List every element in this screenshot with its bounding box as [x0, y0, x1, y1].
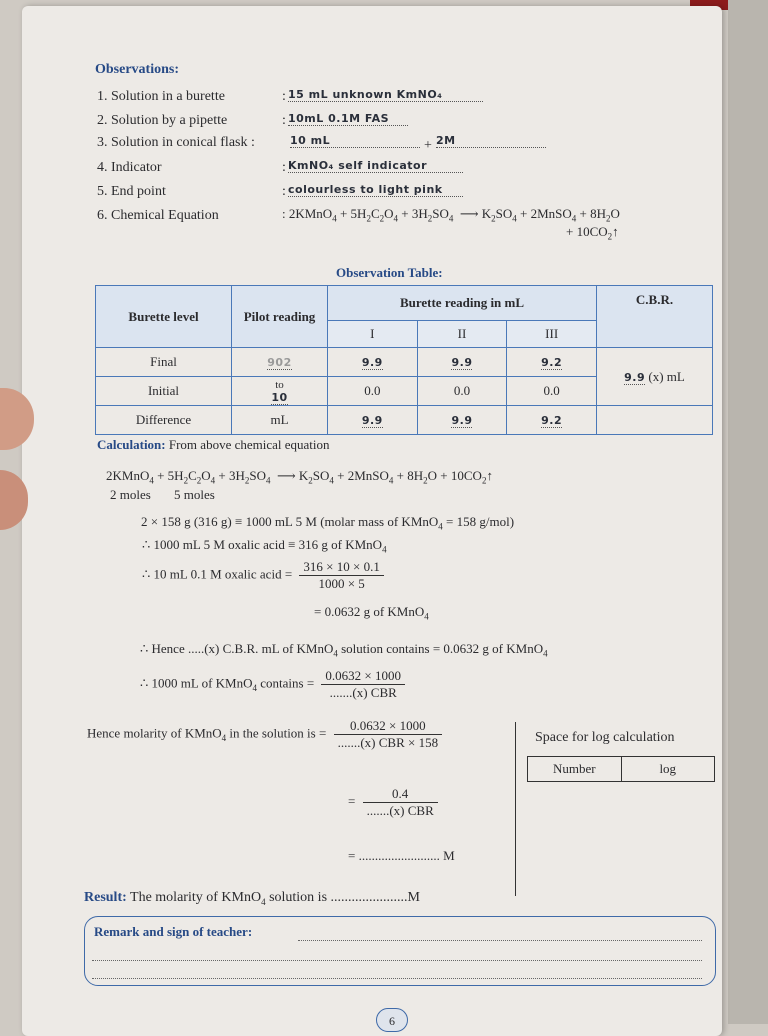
initial-2: 0.0	[417, 377, 507, 406]
calc-equation: 2KMnO$_4$ + $5H_2C_2O_4 + 3H_2SO_4$ ⟶ $K_2SO_4$ + 2MnSO$_4$ + $8H_2O$ + $10CO_2↑$	[106, 468, 493, 486]
fraction-3	[334, 718, 443, 751]
obs-label-1: 1. Solution in a burette	[97, 89, 225, 104]
remark-label: Remark and sign of teacher:	[94, 924, 253, 939]
frac2-den: .......(x) CBR	[329, 685, 397, 700]
trial-1: I	[328, 321, 418, 348]
initial-3: 0.0	[507, 377, 597, 406]
diff-3: 9.2	[541, 414, 563, 427]
calc-heading: Calculation:	[97, 437, 166, 452]
final-3: 9.2	[541, 356, 563, 369]
obs-value-3: 10 mL	[290, 134, 420, 148]
remark-line	[92, 978, 702, 979]
row-label: Final	[96, 348, 232, 377]
table-title: Observation Table:	[336, 265, 443, 280]
obs-value-2: 10mL 0.1M FAS	[288, 112, 408, 126]
result-label: Result:	[84, 890, 127, 905]
obs-value-4: KmNO₄ self indicator	[288, 159, 463, 173]
next-page-edge	[728, 0, 768, 1024]
calc-line-4: = 0.0632 g of KMnO	[314, 604, 425, 619]
calc-line-1-end: = 158 g/mol)	[442, 514, 515, 529]
obs-label-6: 6. Chemical Equation	[97, 208, 219, 223]
calc-line-7-b: in the solution is =	[226, 725, 327, 741]
calc-line-5-end: solution contains = 0.0632 g of KMnO	[337, 641, 544, 656]
cbr-value: 9.9	[624, 370, 646, 384]
fraction-4	[363, 786, 438, 819]
result-text: The molarity of KMnO	[130, 890, 262, 905]
obs-label-2: 2. Solution by a pipette	[97, 113, 228, 128]
row-label: Initial	[96, 377, 232, 406]
table-row	[96, 348, 713, 377]
obs-label-4: 4. Indicator	[97, 160, 162, 175]
frac3-num: 0.0632 × 1000	[334, 718, 443, 735]
obs-label-3: 3. Solution in conical flask :	[97, 135, 255, 150]
row-label: Difference	[96, 406, 232, 435]
calc-line-5: ∴ Hence .....(x) C.B.R. mL of KMnO	[140, 641, 334, 656]
page-number: 6	[376, 1008, 408, 1032]
remark-line	[298, 940, 702, 941]
frac1-den: 1000 × 5	[318, 576, 365, 591]
initial-1: 0.0	[328, 377, 418, 406]
remark-line	[92, 960, 702, 961]
result-text-b: solution is ......................M	[265, 890, 420, 905]
obs-value-5: colourless to light pink	[288, 183, 463, 197]
calc-line-6: ∴ 1000 mL of KMnO	[140, 675, 253, 691]
header-burette: Burette reading in mL	[328, 286, 597, 321]
final-2: 9.9	[451, 356, 473, 369]
frac2-num: 0.0632 × 1000	[321, 668, 405, 685]
fraction-1	[299, 559, 383, 592]
divider	[515, 722, 516, 896]
trial-2: II	[417, 321, 507, 348]
pilot-initial: 10	[271, 390, 288, 404]
calc-line-8: = ......................... M	[348, 848, 455, 863]
table-row	[96, 406, 713, 435]
header-pilot: Pilot reading	[232, 286, 328, 348]
frac1-num: 316 × 10 × 0.1	[299, 559, 383, 576]
pilot-diff: mL	[232, 406, 328, 435]
calc-line-2: ∴ 1000 mL 5 M oxalic acid ≡ 316 g of KMnO	[142, 537, 383, 552]
cbr-unit: (x) mL	[648, 368, 685, 384]
chemical-equation-cont: + $10CO_2↑$	[566, 224, 619, 242]
moles-b: 5 moles	[174, 487, 215, 502]
moles-a: 2 moles	[110, 487, 151, 502]
final-1: 9.9	[361, 356, 383, 369]
chemical-equation: : 2KMnO$_4$ + $5H_2C_2O_4 + 3H_2SO_4$ ⟶ $K_2SO_4$ + 2MnSO$_4$ + $8H_2O$	[282, 206, 620, 224]
frac3-den: .......(x) CBR × 158	[337, 735, 439, 750]
calc-line-3: ∴ 10 mL 0.1 M oxalic acid =	[142, 566, 293, 582]
fraction-2	[321, 668, 405, 701]
calc-intro: From above chemical equation	[168, 437, 330, 452]
calc-line-7: Hence molarity of KMnO	[87, 725, 222, 741]
header-cbr: C.B.R.	[597, 286, 713, 348]
pilot-final: 902	[267, 356, 292, 369]
observation-table	[95, 285, 713, 435]
obs-value-1: 15 mL unknown KmNO₄	[288, 88, 483, 102]
obs-label-5: 5. End point	[97, 184, 166, 199]
calc-line-6-b: contains =	[257, 675, 315, 691]
diff-1: 9.9	[361, 414, 383, 427]
header-burette-level: Burette level	[96, 286, 232, 348]
pilot-to: to	[275, 378, 284, 391]
calc-line-1: 2 × 158 g (316 g) ≡ 1000 mL 5 M (molar mass of KMnO	[141, 514, 439, 529]
log-col-log: log	[659, 761, 677, 776]
log-table	[527, 756, 715, 782]
trial-3: III	[507, 321, 597, 348]
log-title: Space for log calculation	[535, 730, 675, 745]
obs-value-3b: 2M	[436, 134, 546, 148]
frac4-den: .......(x) CBR	[366, 803, 434, 818]
log-col-number: Number	[528, 757, 622, 781]
frac4-num: 0.4	[363, 786, 438, 803]
observations-title: Observations:	[95, 62, 179, 77]
diff-2: 9.9	[451, 414, 473, 427]
